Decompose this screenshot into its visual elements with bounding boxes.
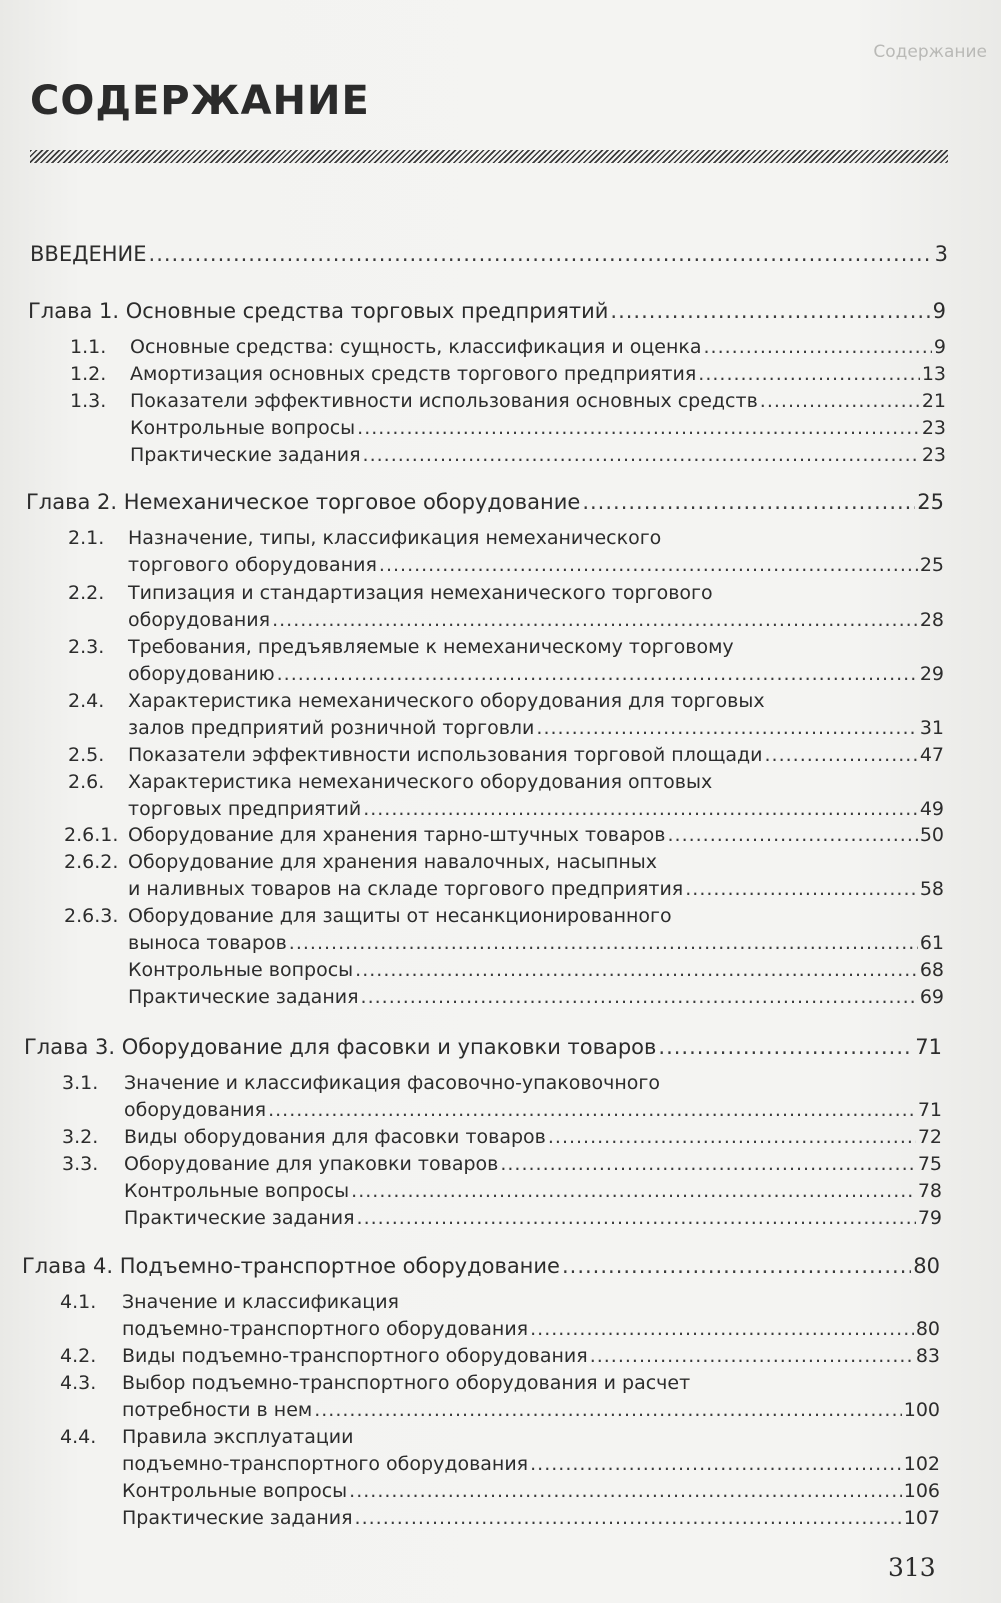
toc-chapter-4[interactable] bbox=[22, 1254, 940, 1278]
section-number: 3.2. bbox=[62, 1126, 99, 1148]
page-title: СОДЕРЖАНИЕ bbox=[30, 78, 370, 124]
leader-dots bbox=[548, 1126, 916, 1148]
section-title-line2: оборудования bbox=[124, 1099, 267, 1121]
section-number: 4.1. bbox=[60, 1291, 97, 1313]
section-number: 2.5. bbox=[68, 744, 105, 766]
entry-page: 71 bbox=[915, 1035, 942, 1059]
leader-dots bbox=[582, 490, 915, 514]
entry-page: 31 bbox=[919, 717, 944, 739]
entry-page: 102 bbox=[903, 1453, 940, 1475]
toc-section-2-6-2[interactable] bbox=[128, 878, 944, 900]
section-title-line1: Назначение, типы, классификация немеханического bbox=[128, 527, 662, 549]
entry-page: 25 bbox=[919, 554, 944, 576]
section-title: Виды подъемно-транспортного оборудования bbox=[122, 1345, 588, 1367]
leader-dots bbox=[361, 986, 918, 1008]
entry-page: 71 bbox=[917, 1099, 942, 1121]
leader-dots bbox=[277, 663, 918, 685]
toc-tasks-1[interactable] bbox=[130, 444, 946, 466]
chapter-title: Глава 3. Оборудование для фасовки и упаковки товаров bbox=[24, 1035, 657, 1059]
section-number: 1.2. bbox=[70, 363, 107, 385]
toc-section-2-6[interactable] bbox=[128, 798, 944, 820]
toc-section-3-2[interactable] bbox=[62, 1126, 942, 1148]
section-number: 1.1. bbox=[70, 336, 107, 358]
entry-page: 83 bbox=[915, 1345, 940, 1367]
leader-dots bbox=[765, 744, 918, 766]
entry-page: 80 bbox=[913, 1254, 940, 1278]
entry-text: Практические задания bbox=[130, 444, 361, 466]
section-title-line1: Выбор подъемно-транспортного оборудования и расчет bbox=[122, 1372, 691, 1394]
toc-section-2-1[interactable] bbox=[128, 554, 944, 576]
entry-page: 50 bbox=[919, 824, 944, 846]
section-number: 2.6.3. bbox=[64, 905, 119, 927]
section-number: 2.6.1. bbox=[64, 824, 119, 846]
section-title-line2: торговых предприятий bbox=[128, 798, 362, 820]
toc-questions-1[interactable] bbox=[130, 417, 946, 439]
entry-page: 47 bbox=[919, 744, 944, 766]
section-title-line2: залов предприятий розничной торговли bbox=[128, 717, 535, 739]
section-title: Показатели эффективности использования основных средств bbox=[130, 390, 758, 412]
section-title: Оборудование для упаковки товаров bbox=[124, 1153, 499, 1175]
toc-section-2-6-3[interactable] bbox=[128, 932, 944, 954]
entry-page: 13 bbox=[921, 363, 946, 385]
leader-dots bbox=[363, 444, 920, 466]
section-title-line2: торгового оборудования bbox=[128, 554, 377, 576]
section-number: 2.4. bbox=[68, 690, 105, 712]
entry-page: 3 bbox=[934, 242, 948, 266]
section-title-line2: выноса товаров bbox=[128, 932, 287, 954]
entry-page: 23 bbox=[921, 417, 946, 439]
leader-dots bbox=[530, 1318, 914, 1340]
section-title: Виды оборудования для фасовки товаров bbox=[124, 1126, 546, 1148]
section-number: 1.3. bbox=[70, 390, 107, 412]
toc-section-2-4[interactable] bbox=[128, 717, 944, 739]
toc-section-2-3[interactable] bbox=[128, 663, 944, 685]
entry-text: Практические задания bbox=[124, 1207, 355, 1229]
toc-section-1-2[interactable] bbox=[70, 363, 946, 385]
toc-tasks-3[interactable] bbox=[124, 1207, 942, 1229]
entry-text: Практические задания bbox=[128, 986, 359, 1008]
section-number: 2.2. bbox=[68, 582, 105, 604]
section-title-line1: Типизация и стандартизация немеханического торгового bbox=[128, 582, 713, 604]
section-number: 3.1. bbox=[62, 1072, 99, 1094]
entry-page: 106 bbox=[903, 1480, 940, 1502]
section-title-line2: оборудованию bbox=[128, 663, 275, 685]
chapter-title: Глава 4. Подъемно-транспортное оборудование bbox=[22, 1254, 560, 1278]
section-number: 2.3. bbox=[68, 636, 105, 658]
chapter-title: Глава 1. Основные средства торговых предприятий bbox=[28, 299, 609, 323]
section-title-line2: подъемно-транспортного оборудования bbox=[122, 1453, 529, 1475]
leader-dots bbox=[314, 1399, 902, 1421]
toc-tasks-2[interactable] bbox=[128, 986, 944, 1008]
leader-dots bbox=[149, 242, 933, 266]
leader-dots bbox=[536, 717, 917, 739]
entry-text: Практические задания bbox=[122, 1507, 353, 1529]
leader-dots bbox=[658, 1035, 913, 1059]
entry-page: 75 bbox=[917, 1153, 942, 1175]
entry-page: 58 bbox=[919, 878, 944, 900]
section-title-line2: потребности в нем bbox=[122, 1399, 313, 1421]
entry-text: Контрольные вопросы bbox=[124, 1180, 350, 1202]
leader-dots bbox=[685, 878, 918, 900]
entry-page: 79 bbox=[917, 1207, 942, 1229]
entry-page: 25 bbox=[917, 490, 944, 514]
entry-page: 23 bbox=[921, 444, 946, 466]
section-title-line1: Характеристика немеханического оборудования для торговых bbox=[128, 690, 765, 712]
section-number: 4.2. bbox=[60, 1345, 97, 1367]
page-number: 313 bbox=[888, 1553, 936, 1582]
section-title-line1: Значение и классификация фасовочно-упаковочного bbox=[124, 1072, 661, 1094]
toc-questions-2[interactable] bbox=[128, 959, 944, 981]
leader-dots bbox=[590, 1345, 914, 1367]
leader-dots bbox=[530, 1453, 902, 1475]
section-title-line1: Требования, предъявляемые к немеханическому торговому bbox=[128, 636, 734, 658]
entry-page: 61 bbox=[919, 932, 944, 954]
entry-page: 29 bbox=[919, 663, 944, 685]
leader-dots bbox=[272, 609, 918, 631]
section-title-line2: и наливных товаров на складе торгового предприятия bbox=[128, 878, 684, 900]
entry-page: 21 bbox=[921, 390, 946, 412]
toc-section-4-2[interactable] bbox=[60, 1345, 940, 1367]
entry-page: 28 bbox=[919, 609, 944, 631]
leader-dots bbox=[355, 959, 918, 981]
entry-page: 100 bbox=[903, 1399, 940, 1421]
entry-page: 107 bbox=[903, 1507, 940, 1529]
section-title-line1: Характеристика немеханического оборудования оптовых bbox=[128, 771, 713, 793]
toc-chapter-2[interactable] bbox=[26, 490, 944, 514]
entry-page: 72 bbox=[917, 1126, 942, 1148]
section-title-line1: Значение и классификация bbox=[122, 1291, 399, 1313]
section-number: 2.6.2. bbox=[64, 851, 119, 873]
leader-dots bbox=[357, 1207, 916, 1229]
entry-page: 68 bbox=[919, 959, 944, 981]
entry-page: 78 bbox=[917, 1180, 942, 1202]
entry-text: Контрольные вопросы bbox=[128, 959, 354, 981]
leader-dots bbox=[355, 1507, 902, 1529]
leader-dots bbox=[667, 824, 917, 846]
leader-dots bbox=[500, 1153, 915, 1175]
toc-chapter-3[interactable] bbox=[24, 1035, 942, 1059]
toc-section-3-1[interactable] bbox=[124, 1099, 942, 1121]
entry-text: Контрольные вопросы bbox=[130, 417, 356, 439]
section-number: 2.1. bbox=[68, 527, 105, 549]
toc-section-2-2[interactable] bbox=[128, 609, 944, 631]
leader-dots bbox=[704, 336, 932, 358]
chapter-title: Глава 2. Немеханическое торговое оборудование bbox=[26, 490, 581, 514]
entry-page: 49 bbox=[919, 798, 944, 820]
leader-dots bbox=[268, 1099, 916, 1121]
section-title-line2: оборудования bbox=[128, 609, 271, 631]
entry-page: 80 bbox=[915, 1318, 940, 1340]
entry-text: ВВЕДЕНИЕ bbox=[30, 242, 147, 266]
section-title: Показатели эффективности использования торговой площади bbox=[128, 744, 763, 766]
toc-section-2-6-1[interactable] bbox=[64, 824, 944, 846]
toc-section-4-4[interactable] bbox=[122, 1453, 940, 1475]
section-title: Оборудование для хранения тарно-штучных товаров bbox=[128, 824, 666, 846]
entry-page: 9 bbox=[932, 299, 946, 323]
toc-section-1-3[interactable] bbox=[70, 390, 946, 412]
toc-tasks-4[interactable] bbox=[122, 1507, 940, 1529]
leader-dots bbox=[379, 554, 918, 576]
section-title-line1: Оборудование для защиты от несанкционированного bbox=[128, 905, 672, 927]
entry-text: Контрольные вопросы bbox=[122, 1480, 348, 1502]
section-title: Амортизация основных средств торгового предприятия bbox=[130, 363, 697, 385]
leader-dots bbox=[610, 299, 930, 323]
leader-dots bbox=[289, 932, 918, 954]
toc-entry-intro[interactable] bbox=[30, 242, 948, 266]
section-number: 2.6. bbox=[68, 771, 105, 793]
leader-dots bbox=[562, 1254, 911, 1278]
entry-page: 9 bbox=[933, 336, 946, 358]
running-head: Содержание bbox=[873, 42, 987, 62]
toc-section-4-3[interactable] bbox=[122, 1399, 940, 1421]
leader-dots bbox=[760, 390, 920, 412]
toc-section-4-1[interactable] bbox=[122, 1318, 940, 1340]
section-number: 4.4. bbox=[60, 1426, 97, 1448]
leader-dots bbox=[363, 798, 918, 820]
section-number: 4.3. bbox=[60, 1372, 97, 1394]
toc-chapter-1[interactable] bbox=[28, 299, 946, 323]
leader-dots bbox=[349, 1480, 902, 1502]
toc-section-1-1[interactable] bbox=[70, 336, 946, 358]
toc-section-3-3[interactable] bbox=[62, 1153, 942, 1175]
section-title-line2: подъемно-транспортного оборудования bbox=[122, 1318, 529, 1340]
toc-section-2-5[interactable] bbox=[68, 744, 944, 766]
section-title: Основные средства: сущность, классификация и оценка bbox=[130, 336, 702, 358]
toc-questions-3[interactable] bbox=[124, 1180, 942, 1202]
toc-questions-4[interactable] bbox=[122, 1480, 940, 1502]
leader-dots bbox=[351, 1180, 916, 1202]
title-hatch-divider bbox=[30, 150, 948, 163]
section-title-line1: Оборудование для хранения навалочных, насыпных bbox=[128, 851, 658, 873]
section-number: 3.3. bbox=[62, 1153, 99, 1175]
section-title-line1: Правила эксплуатации bbox=[122, 1426, 354, 1448]
leader-dots bbox=[357, 417, 920, 439]
leader-dots bbox=[698, 363, 920, 385]
entry-page: 69 bbox=[919, 986, 944, 1008]
